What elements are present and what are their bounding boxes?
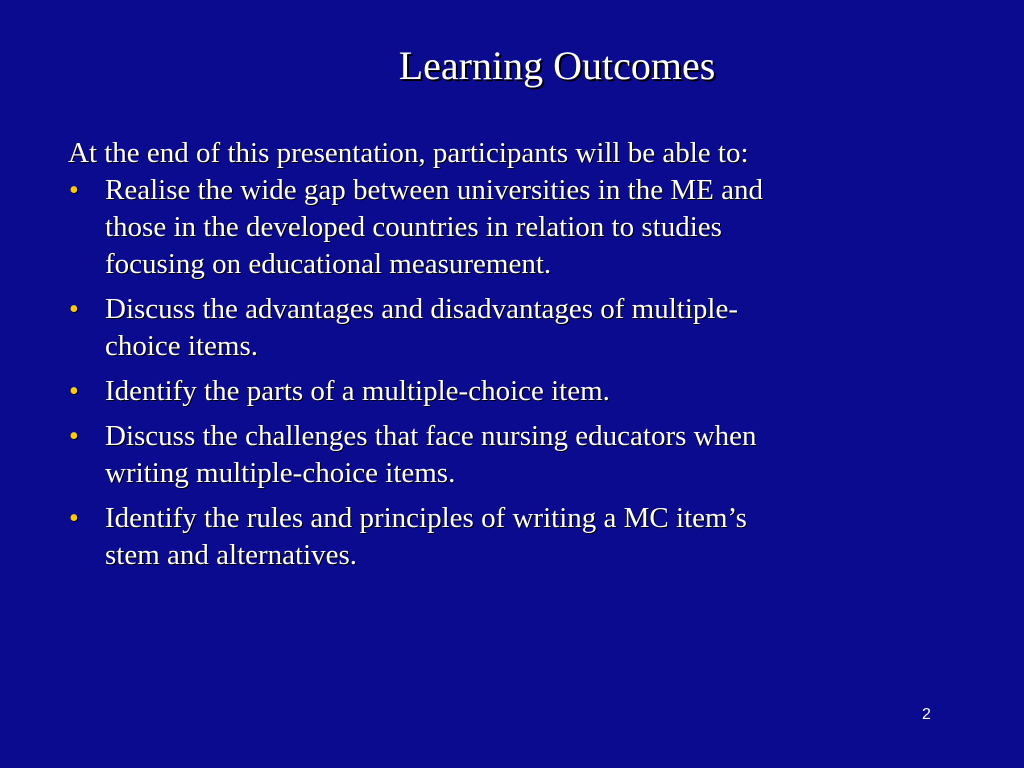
- bullet-text-line: Discuss the challenges that face nursing educators when: [105, 420, 757, 452]
- slide-title: Learning Outcomes: [398, 43, 716, 88]
- bullet-text-line: those in the developed countries in relation to studies: [105, 211, 722, 243]
- bullet-item: [68, 291, 898, 365]
- bullet-item: [68, 373, 898, 410]
- bullet-text-line: Realise the wide gap between universities in the ME and: [105, 174, 763, 206]
- bullet-text-line: Identify the rules and principles of writing a MC item’s: [105, 502, 747, 534]
- bullet-list: [68, 172, 898, 574]
- bullet-text-line: focusing on educational measurement.: [105, 248, 552, 280]
- bullet-item: [68, 172, 898, 283]
- bullet-icon: •: [69, 376, 79, 407]
- bullet-icon: •: [69, 294, 79, 325]
- bullet-text-line: Identify the parts of a multiple-choice item.: [105, 375, 610, 407]
- bullet-text-line: choice items.: [105, 330, 259, 362]
- bullet-item: [68, 418, 898, 492]
- intro-text: At the end of this presentation, participants will be able to:: [68, 137, 749, 169]
- bullet-text-line: writing multiple-choice items.: [105, 457, 456, 489]
- slide-body: [68, 134, 898, 574]
- bullet-icon: •: [69, 421, 79, 452]
- page-number: 2: [922, 706, 931, 723]
- bullet-icon: •: [69, 503, 79, 534]
- bullet-icon: •: [69, 175, 79, 206]
- bullet-text-line: stem and alternatives.: [105, 539, 358, 571]
- bullet-text-line: Discuss the advantages and disadvantages of multiple-: [105, 293, 739, 325]
- bullet-item: [68, 500, 898, 574]
